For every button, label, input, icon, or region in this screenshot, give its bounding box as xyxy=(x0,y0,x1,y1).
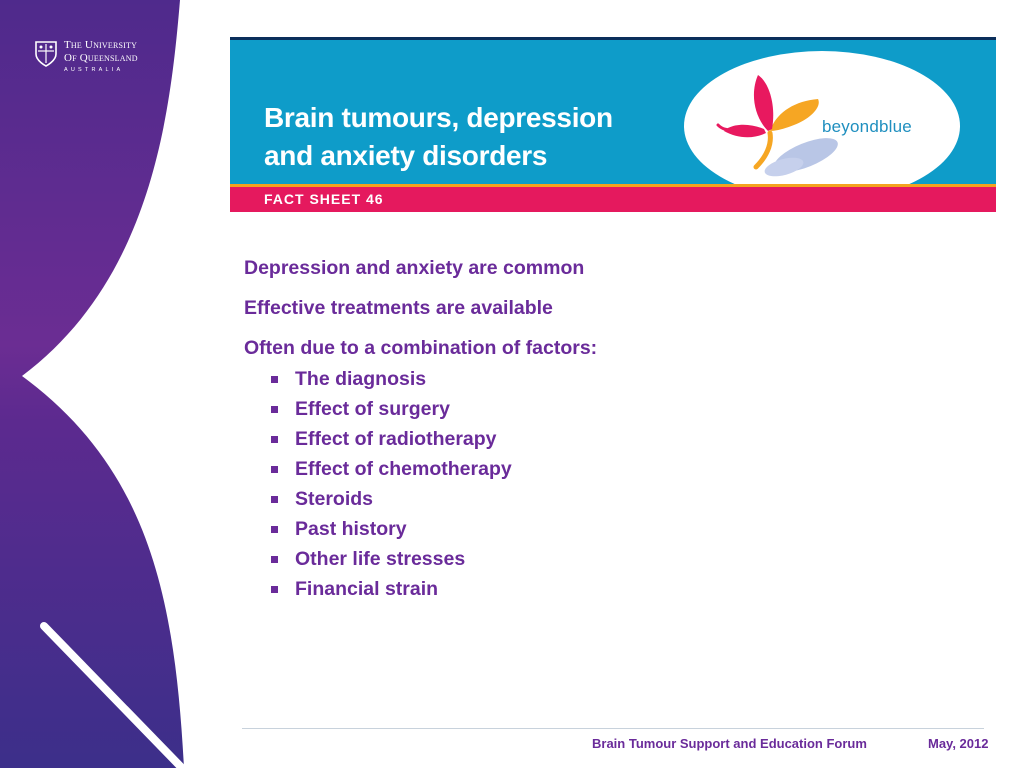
university-name-line1: The University xyxy=(64,39,138,51)
university-country: AUSTRALIA xyxy=(64,67,124,73)
list-item-text: Steroids xyxy=(295,488,374,510)
heading-factors: Often due to a combination of factors: xyxy=(244,337,598,359)
list-item xyxy=(244,574,984,604)
bullet-square-icon xyxy=(271,466,278,473)
list-item xyxy=(244,394,984,424)
list-item xyxy=(244,514,984,544)
fact-sheet-strip xyxy=(230,184,996,212)
fact-sheet-label: FACT SHEET 46 xyxy=(264,191,384,207)
list-item-text: Past history xyxy=(295,518,407,540)
bullet-square-icon xyxy=(271,436,278,443)
list-item-text: Other life stresses xyxy=(295,548,466,570)
bullet-square-icon xyxy=(271,526,278,533)
bullet-square-icon xyxy=(271,586,278,593)
list-item-text: Financial strain xyxy=(295,578,439,600)
banner-title-line2: and anxiety disorders xyxy=(264,140,548,171)
crest-icon xyxy=(34,40,58,68)
slide-content xyxy=(244,254,984,604)
banner-title-line1: Brain tumours, depression xyxy=(264,102,613,133)
beyondblue-logo xyxy=(684,51,960,201)
list-item xyxy=(244,424,984,454)
bullet-square-icon xyxy=(271,496,278,503)
fact-sheet-banner xyxy=(230,37,996,212)
bullet-square-icon xyxy=(271,406,278,413)
left-decorative-band xyxy=(0,0,200,768)
list-item-text: Effect of chemotherapy xyxy=(295,458,512,480)
bullet-square-icon xyxy=(271,556,278,563)
bullet-square-icon xyxy=(271,376,278,383)
banner-top-rule xyxy=(230,37,996,40)
heading-treatments: Effective treatments are available xyxy=(244,297,553,319)
list-item-text: Effect of radiotherapy xyxy=(295,428,497,450)
banner-title xyxy=(264,99,684,175)
university-logo xyxy=(34,40,164,80)
list-item xyxy=(244,454,984,484)
heading-common: Depression and anxiety are common xyxy=(244,257,585,279)
footer-date: May, 2012 xyxy=(928,736,989,751)
footer-divider xyxy=(242,728,984,729)
list-item xyxy=(244,484,984,514)
list-item-text: Effect of surgery xyxy=(295,398,450,420)
list-item xyxy=(244,364,984,394)
list-item-text: The diagnosis xyxy=(295,368,427,390)
beyondblue-wordmark: beyondblue xyxy=(822,117,912,136)
university-name-line2: Of Queensland xyxy=(64,52,138,64)
factor-list xyxy=(244,364,984,604)
list-item xyxy=(244,544,984,574)
footer-forum-name: Brain Tumour Support and Education Forum xyxy=(592,736,867,751)
